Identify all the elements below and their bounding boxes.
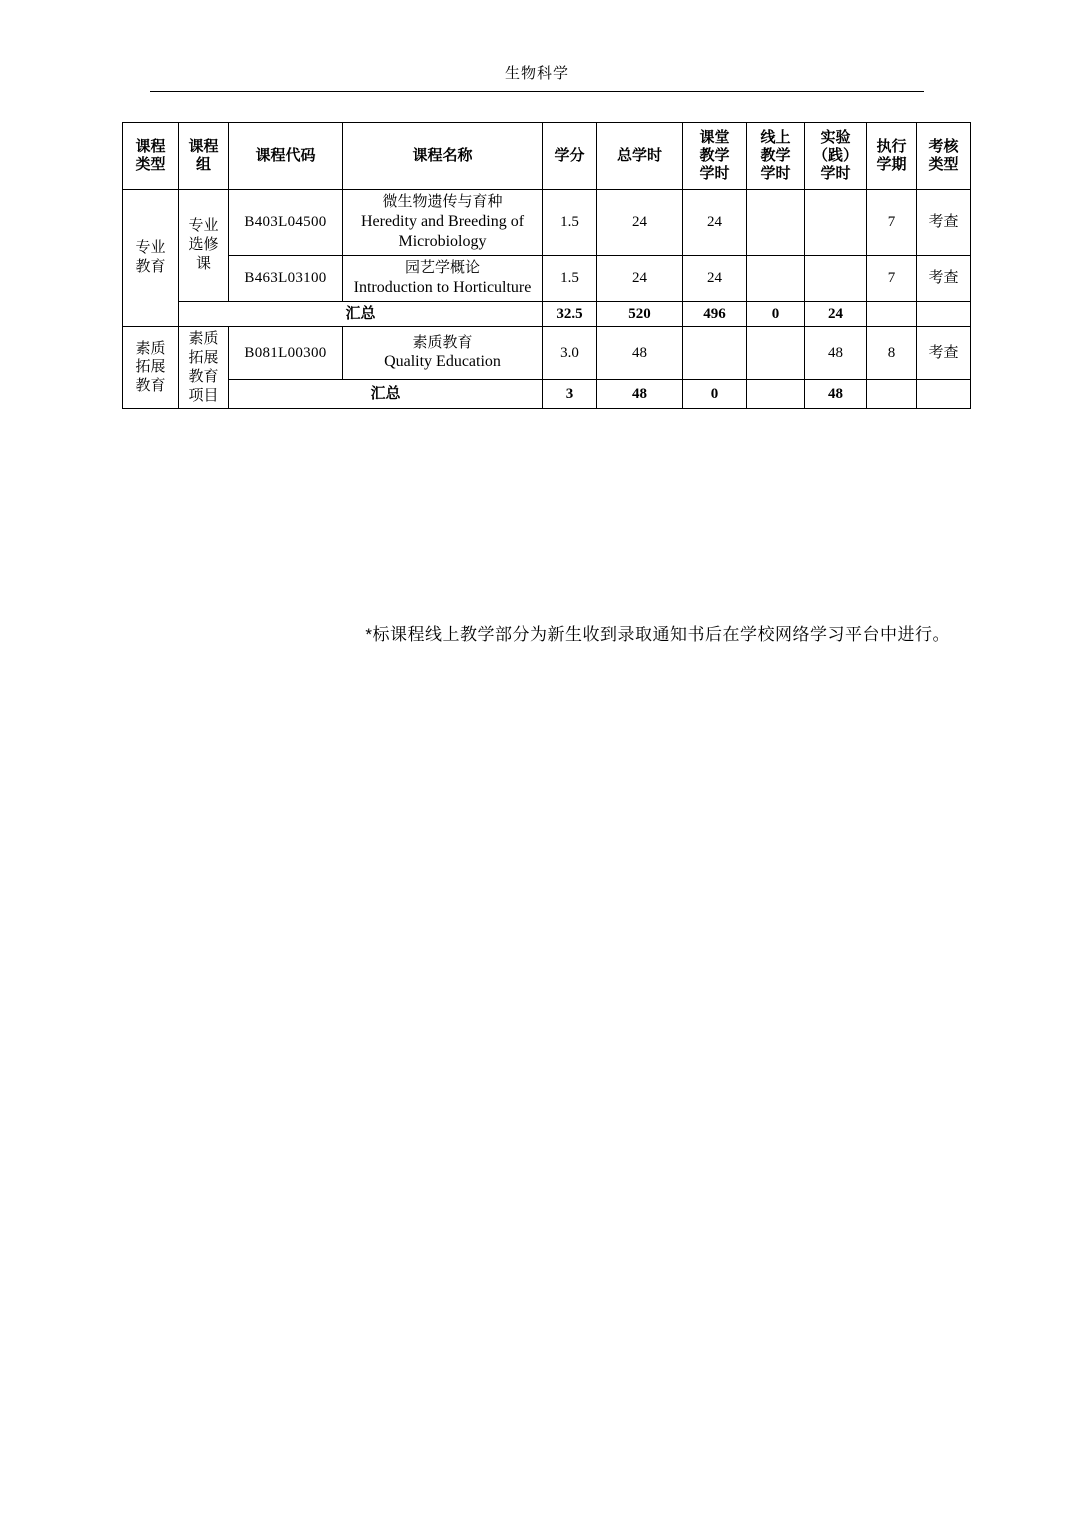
header-line: （践） bbox=[812, 147, 858, 164]
summary-lab-hours: 24 bbox=[805, 301, 867, 327]
header-line: 课程 bbox=[135, 138, 166, 155]
cell-online-hours bbox=[747, 190, 805, 256]
course-table bbox=[122, 122, 971, 409]
column-header-course-group bbox=[179, 123, 229, 190]
cell-course-name bbox=[343, 327, 543, 379]
page-header bbox=[150, 62, 924, 92]
table-header-row bbox=[123, 123, 971, 190]
column-header-term bbox=[867, 123, 917, 190]
course-name-en: Introduction to Horticulture bbox=[353, 278, 532, 296]
section-type-line: 素质 bbox=[135, 340, 166, 357]
cell-term: 8 bbox=[867, 327, 917, 379]
header-line: 类型 bbox=[928, 156, 959, 173]
table-row bbox=[123, 327, 971, 379]
section-group-line: 教育 bbox=[188, 368, 219, 385]
summary-label: 汇总 bbox=[229, 379, 543, 409]
footnote: *标课程线上教学部分为新生收到录取通知书后在学校网络学习平台中进行。 bbox=[365, 625, 950, 644]
cell-term: 7 bbox=[867, 190, 917, 256]
course-name-en: Quality Education bbox=[384, 353, 501, 371]
summary-row bbox=[123, 379, 971, 409]
header-line: 教学 bbox=[760, 147, 791, 164]
cell-online-hours bbox=[747, 255, 805, 301]
summary-class-hours: 496 bbox=[683, 301, 747, 327]
header-line: 组 bbox=[195, 156, 211, 173]
section-group-line: 专业 bbox=[188, 218, 219, 235]
section-type-line: 教育 bbox=[135, 259, 166, 276]
summary-total-hours: 520 bbox=[597, 301, 683, 327]
cell-credit: 1.5 bbox=[543, 190, 597, 256]
summary-row bbox=[123, 301, 971, 327]
table-row bbox=[123, 255, 971, 301]
section-group-line: 拓展 bbox=[188, 350, 219, 366]
cell-total-hours: 48 bbox=[597, 327, 683, 379]
course-name-en: Heredity and Breeding of Microbiology bbox=[360, 212, 525, 250]
cell-assessment: 考查 bbox=[917, 190, 971, 256]
section-group-line: 素质 bbox=[188, 331, 219, 348]
header-line: 学期 bbox=[876, 156, 907, 173]
header-line: 实验 bbox=[820, 129, 851, 146]
section-type-cell bbox=[123, 327, 179, 409]
course-name-cn: 园艺学概论 bbox=[404, 258, 480, 276]
cell-online-hours bbox=[747, 327, 805, 379]
section-type-cell bbox=[123, 190, 179, 327]
header-title: 生物科学 bbox=[504, 65, 569, 82]
cell-lab-hours: 48 bbox=[805, 327, 867, 379]
summary-credit: 32.5 bbox=[543, 301, 597, 327]
summary-class-hours: 0 bbox=[683, 379, 747, 409]
cell-course-code: B463L03100 bbox=[229, 255, 343, 301]
cell-assessment: 考查 bbox=[917, 327, 971, 379]
cell-lab-hours bbox=[805, 255, 867, 301]
header-line: 学时 bbox=[760, 165, 791, 182]
column-header-course-type bbox=[123, 123, 179, 190]
column-header-online-hours bbox=[747, 123, 805, 190]
summary-credit: 3 bbox=[543, 379, 597, 409]
summary-online-hours bbox=[747, 379, 805, 409]
header-line: 教学 bbox=[699, 147, 730, 164]
cell-class-hours bbox=[683, 327, 747, 379]
column-header-credit: 学分 bbox=[543, 123, 597, 190]
course-table-container bbox=[122, 122, 959, 409]
header-line: 考核 bbox=[928, 138, 959, 155]
cell-course-code: B403L04500 bbox=[229, 190, 343, 256]
column-header-total-hours: 总学时 bbox=[597, 123, 683, 190]
table-row bbox=[123, 190, 971, 256]
cell-total-hours: 24 bbox=[597, 255, 683, 301]
summary-term bbox=[867, 379, 917, 409]
summary-assessment bbox=[917, 379, 971, 409]
header-line: 课堂 bbox=[699, 129, 730, 146]
cell-credit: 1.5 bbox=[543, 255, 597, 301]
cell-course-name bbox=[343, 255, 543, 301]
section-type-line: 专业 bbox=[135, 240, 166, 257]
course-name-cn: 素质教育 bbox=[412, 333, 473, 351]
summary-assessment bbox=[917, 301, 971, 327]
column-header-lab-hours bbox=[805, 123, 867, 190]
section-group-cell bbox=[179, 190, 229, 302]
cell-term: 7 bbox=[867, 255, 917, 301]
cell-lab-hours bbox=[805, 190, 867, 256]
header-line: 类型 bbox=[135, 156, 166, 173]
column-header-course-code: 课程代码 bbox=[229, 123, 343, 190]
section-group-line: 选修 bbox=[188, 236, 219, 253]
cell-course-code: B081L00300 bbox=[229, 327, 343, 379]
section-group-cell bbox=[179, 327, 229, 409]
header-line: 课程 bbox=[188, 138, 219, 155]
column-header-class-hours bbox=[683, 123, 747, 190]
column-header-assessment bbox=[917, 123, 971, 190]
header-line: 学时 bbox=[820, 165, 851, 182]
summary-lab-hours: 48 bbox=[805, 379, 867, 409]
summary-label: 汇总 bbox=[179, 301, 543, 327]
summary-term bbox=[867, 301, 917, 327]
column-header-course-name: 课程名称 bbox=[343, 123, 543, 190]
header-line: 执行 bbox=[876, 138, 907, 155]
header-line: 学时 bbox=[699, 165, 730, 182]
cell-course-name bbox=[343, 190, 543, 256]
course-name-cn: 微生物遗传与育种 bbox=[382, 193, 503, 210]
cell-class-hours: 24 bbox=[683, 190, 747, 256]
cell-class-hours: 24 bbox=[683, 255, 747, 301]
section-type-line: 教育 bbox=[135, 378, 166, 395]
summary-online-hours: 0 bbox=[747, 301, 805, 327]
header-line: 线上 bbox=[760, 129, 791, 146]
section-type-line: 拓展 bbox=[135, 359, 166, 376]
cell-total-hours: 24 bbox=[597, 190, 683, 256]
section-group-line: 课 bbox=[195, 255, 211, 272]
section-group-line: 项目 bbox=[188, 387, 219, 404]
cell-assessment: 考查 bbox=[917, 255, 971, 301]
summary-total-hours: 48 bbox=[597, 379, 683, 409]
cell-credit: 3.0 bbox=[543, 327, 597, 379]
